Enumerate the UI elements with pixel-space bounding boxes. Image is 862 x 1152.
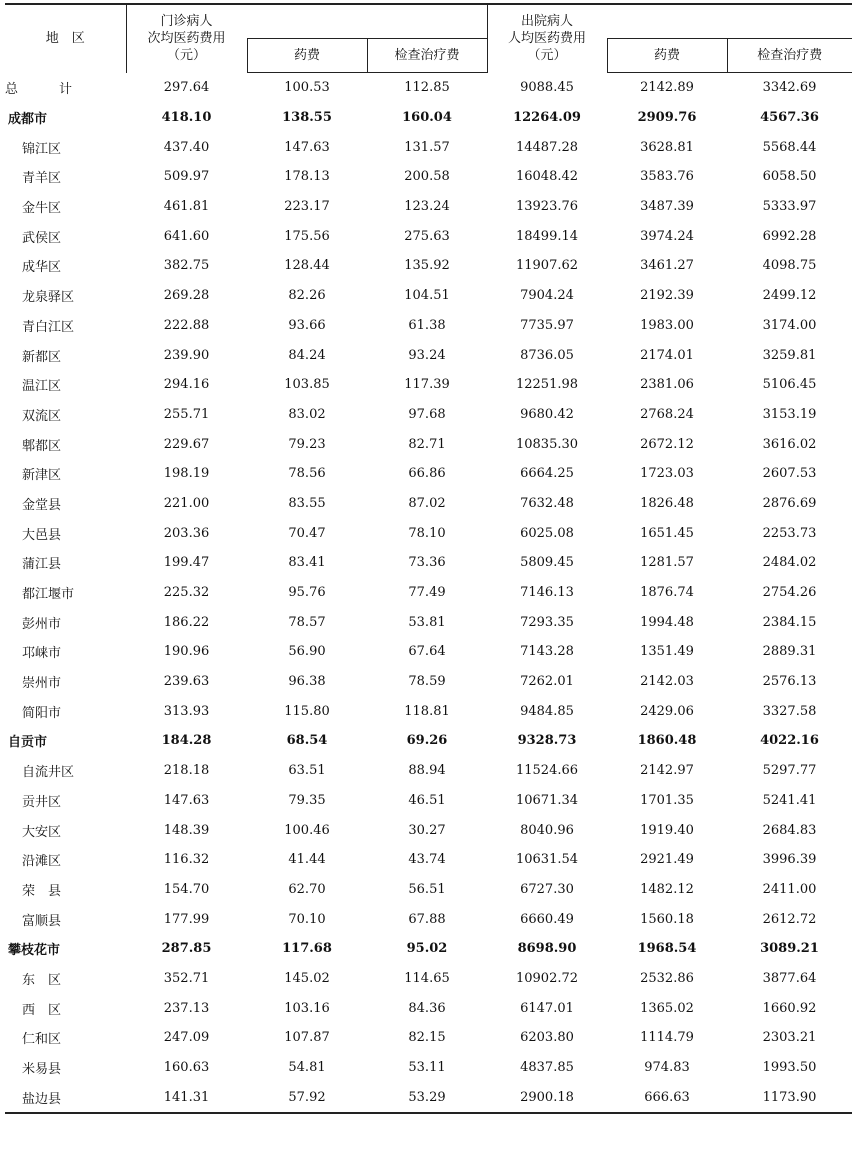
region-name: 彭州市 bbox=[22, 616, 62, 632]
inpatient-exam-cell: 2754.26 bbox=[762, 585, 817, 601]
region-name: 崇州市 bbox=[22, 676, 62, 692]
region-name: 成华区 bbox=[22, 260, 62, 276]
region-name: 温江区 bbox=[22, 379, 62, 395]
inpatient-drug-cell: 974.83 bbox=[644, 1060, 690, 1076]
outpatient-exam-cell: 82.15 bbox=[408, 1030, 446, 1046]
table-row bbox=[5, 162, 852, 192]
outpatient-cost-cell: 297.64 bbox=[163, 80, 210, 96]
inpatient-exam-cell: 2889.31 bbox=[762, 644, 817, 660]
inpatient-exam-cell: 2303.21 bbox=[762, 1030, 817, 1046]
outpatient-drug-cell: 70.47 bbox=[288, 525, 326, 541]
outpatient-cost-cell: 154.70 bbox=[163, 881, 210, 897]
table-row bbox=[5, 281, 852, 311]
outpatient-drug-cell: 100.53 bbox=[284, 80, 330, 96]
table-row bbox=[5, 548, 852, 578]
inpatient-drug-cell: 2192.39 bbox=[640, 288, 694, 304]
region-name: 邛崃市 bbox=[22, 646, 62, 662]
outpatient-cost-cell: 641.60 bbox=[163, 228, 210, 244]
inpatient-drug-cell: 1701.35 bbox=[640, 792, 694, 808]
table-row bbox=[5, 964, 852, 994]
header-outpatient bbox=[126, 4, 247, 73]
inpatient-exam-cell: 2684.83 bbox=[762, 822, 817, 838]
region-name: 自贡市 bbox=[8, 735, 48, 751]
outpatient-exam-cell: 97.68 bbox=[408, 406, 446, 422]
inpatient-exam-cell: 5106.45 bbox=[762, 377, 817, 393]
region-name: 大安区 bbox=[22, 824, 62, 840]
inpatient-cost-cell: 2900.18 bbox=[487, 1082, 607, 1113]
inpatient-drug-cell: 666.63 bbox=[607, 1082, 727, 1113]
table-row bbox=[5, 756, 852, 786]
inpatient-cost-cell: 18499.14 bbox=[515, 228, 579, 244]
inpatient-drug-cell: 3583.76 bbox=[640, 169, 694, 185]
outpatient-exam-cell: 82.71 bbox=[408, 436, 446, 452]
outpatient-exam-cell: 135.92 bbox=[404, 258, 450, 274]
header-inpatient-line1: 出院病人 bbox=[520, 14, 573, 30]
table-body bbox=[5, 73, 852, 1114]
region-name: 蒲江县 bbox=[22, 557, 62, 573]
inpatient-exam-cell: 3616.02 bbox=[762, 436, 817, 452]
outpatient-exam-cell: 87.02 bbox=[408, 495, 446, 511]
outpatient-drug-cell: 78.56 bbox=[288, 466, 326, 482]
inpatient-exam-cell: 5297.77 bbox=[762, 763, 817, 779]
inpatient-cost-cell: 7904.24 bbox=[520, 288, 574, 304]
outpatient-cost-cell: 509.97 bbox=[163, 169, 210, 185]
inpatient-exam-cell: 6992.28 bbox=[762, 228, 817, 244]
header-drug: 药费 bbox=[247, 39, 367, 73]
inpatient-drug-cell: 1482.12 bbox=[640, 881, 694, 897]
inpatient-exam-cell: 2607.53 bbox=[762, 466, 817, 482]
table-row bbox=[5, 103, 852, 133]
outpatient-exam-cell: 200.58 bbox=[404, 169, 450, 185]
outpatient-exam-cell: 114.65 bbox=[404, 970, 450, 986]
inpatient-drug-cell: 2174.01 bbox=[640, 347, 694, 363]
outpatient-cost-cell: 160.63 bbox=[163, 1060, 210, 1076]
outpatient-exam-cell: 43.74 bbox=[408, 852, 446, 868]
inpatient-drug-cell: 2142.03 bbox=[640, 674, 694, 690]
inpatient-exam-cell: 3327.58 bbox=[762, 703, 817, 719]
region-name: 青羊区 bbox=[22, 171, 62, 187]
inpatient-cost-cell: 7262.01 bbox=[520, 674, 574, 690]
inpatient-drug-cell: 1968.54 bbox=[637, 941, 697, 957]
region-name: 盐边县 bbox=[5, 1082, 126, 1113]
inpatient-exam-cell: 3877.64 bbox=[762, 970, 817, 986]
outpatient-drug-cell: 96.38 bbox=[288, 674, 326, 690]
region-name: 富顺县 bbox=[22, 913, 62, 929]
inpatient-drug-cell: 1983.00 bbox=[640, 317, 694, 333]
outpatient-exam-cell: 73.36 bbox=[408, 555, 446, 571]
region-name: 贡井区 bbox=[22, 794, 62, 810]
region-name: 青白江区 bbox=[22, 319, 75, 335]
inpatient-exam-cell: 3089.21 bbox=[760, 941, 819, 957]
outpatient-drug-cell: 78.57 bbox=[288, 614, 326, 630]
outpatient-drug-cell: 147.63 bbox=[284, 139, 330, 155]
inpatient-cost-cell: 7735.97 bbox=[520, 317, 574, 333]
region-name: 龙泉驿区 bbox=[22, 290, 75, 306]
inpatient-drug-cell: 2768.24 bbox=[640, 406, 694, 422]
outpatient-exam-cell: 160.04 bbox=[402, 110, 452, 126]
inpatient-exam-cell: 6058.50 bbox=[762, 169, 817, 185]
inpatient-cost-cell: 16048.42 bbox=[515, 169, 579, 185]
table-row bbox=[5, 192, 852, 222]
outpatient-drug-cell: 95.76 bbox=[288, 585, 326, 601]
outpatient-exam-cell: 53.81 bbox=[408, 614, 446, 630]
outpatient-cost-cell: 382.75 bbox=[163, 258, 210, 274]
outpatient-drug-cell: 223.17 bbox=[284, 199, 330, 215]
region-name: 金牛区 bbox=[22, 201, 62, 217]
region-name: 西 区 bbox=[22, 1002, 62, 1018]
inpatient-drug-cell: 1826.48 bbox=[640, 495, 694, 511]
table-row bbox=[5, 400, 852, 430]
table-row bbox=[5, 132, 852, 162]
inpatient-exam-cell: 4098.75 bbox=[762, 258, 817, 274]
header-inpatient bbox=[487, 4, 607, 73]
inpatient-drug-cell: 1365.02 bbox=[640, 1000, 694, 1016]
outpatient-drug-cell: 62.70 bbox=[288, 881, 326, 897]
inpatient-cost-cell: 7632.48 bbox=[520, 495, 574, 511]
table-row bbox=[5, 1023, 852, 1053]
outpatient-drug-cell: 178.13 bbox=[284, 169, 330, 185]
outpatient-cost-cell: 218.18 bbox=[163, 763, 210, 779]
outpatient-exam-cell: 53.11 bbox=[408, 1060, 446, 1076]
outpatient-drug-cell: 103.85 bbox=[284, 377, 330, 393]
inpatient-exam-cell: 5568.44 bbox=[762, 139, 817, 155]
inpatient-drug-cell: 2381.06 bbox=[640, 377, 694, 393]
inpatient-cost-cell: 13923.76 bbox=[515, 199, 579, 215]
outpatient-exam-cell: 77.49 bbox=[408, 585, 446, 601]
inpatient-exam-cell: 1173.90 bbox=[727, 1082, 852, 1113]
table-row bbox=[5, 1053, 852, 1083]
header-exam-inpatient: 检查治疗费 bbox=[727, 39, 852, 73]
outpatient-cost-cell: 141.31 bbox=[126, 1082, 247, 1113]
outpatient-cost-cell: 239.63 bbox=[163, 674, 210, 690]
outpatient-cost-cell: 221.00 bbox=[163, 495, 210, 511]
header-outpatient-spacer bbox=[247, 4, 487, 39]
table-row bbox=[5, 815, 852, 845]
outpatient-drug-cell: 82.26 bbox=[288, 288, 326, 304]
inpatient-drug-cell: 3628.81 bbox=[640, 139, 694, 155]
table-row bbox=[5, 489, 852, 519]
header-drug-inpatient: 药费 bbox=[607, 39, 727, 73]
outpatient-exam-cell: 131.57 bbox=[404, 139, 450, 155]
inpatient-cost-cell: 6727.30 bbox=[520, 881, 574, 897]
header-inpatient-line3: （元） bbox=[527, 48, 567, 64]
outpatient-drug-cell: 83.55 bbox=[288, 495, 326, 511]
inpatient-cost-cell: 8698.90 bbox=[517, 941, 577, 957]
table-row bbox=[5, 1082, 852, 1113]
outpatient-drug-cell: 145.02 bbox=[284, 970, 330, 986]
outpatient-exam-cell: 46.51 bbox=[408, 792, 446, 808]
inpatient-cost-cell: 9328.73 bbox=[517, 733, 577, 749]
inpatient-exam-cell: 3996.39 bbox=[762, 852, 817, 868]
outpatient-drug-cell: 100.46 bbox=[284, 822, 330, 838]
inpatient-drug-cell: 1281.57 bbox=[640, 555, 694, 571]
outpatient-cost-cell: 186.22 bbox=[163, 614, 210, 630]
outpatient-cost-cell: 116.32 bbox=[163, 852, 210, 868]
inpatient-cost-cell: 9484.85 bbox=[520, 703, 574, 719]
region-name: 东 区 bbox=[22, 972, 62, 988]
outpatient-exam-cell: 275.63 bbox=[404, 228, 450, 244]
table-row bbox=[5, 429, 852, 459]
outpatient-exam-cell: 118.81 bbox=[404, 703, 450, 719]
table-row bbox=[5, 73, 852, 103]
outpatient-exam-cell: 93.24 bbox=[408, 347, 446, 363]
inpatient-exam-cell: 3342.69 bbox=[762, 80, 817, 96]
outpatient-cost-cell: 225.32 bbox=[163, 585, 210, 601]
outpatient-exam-cell: 78.59 bbox=[408, 674, 446, 690]
table-row bbox=[5, 518, 852, 548]
outpatient-drug-cell: 83.41 bbox=[288, 555, 326, 571]
inpatient-cost-cell: 6025.08 bbox=[520, 525, 574, 541]
inpatient-drug-cell: 1860.48 bbox=[637, 733, 697, 749]
table-row bbox=[5, 993, 852, 1023]
inpatient-drug-cell: 2142.97 bbox=[640, 763, 694, 779]
outpatient-drug-cell: 107.87 bbox=[284, 1030, 330, 1046]
outpatient-exam-cell: 95.02 bbox=[406, 941, 448, 957]
table-row bbox=[5, 696, 852, 726]
outpatient-exam-cell: 88.94 bbox=[408, 763, 446, 779]
table-row bbox=[5, 726, 852, 756]
inpatient-cost-cell: 7146.13 bbox=[520, 585, 574, 601]
table-row bbox=[5, 459, 852, 489]
outpatient-cost-cell: 247.09 bbox=[163, 1030, 210, 1046]
outpatient-drug-cell: 103.16 bbox=[284, 1000, 330, 1016]
outpatient-drug-cell: 83.02 bbox=[288, 406, 326, 422]
inpatient-exam-cell: 5333.97 bbox=[762, 199, 817, 215]
inpatient-cost-cell: 10631.54 bbox=[515, 852, 579, 868]
region-name: 金堂县 bbox=[22, 497, 62, 513]
header-outpatient-line1: 门诊病人 bbox=[160, 14, 213, 30]
outpatient-exam-cell: 69.26 bbox=[406, 733, 448, 749]
region-name: 米易县 bbox=[22, 1062, 62, 1078]
header-inpatient-spacer bbox=[607, 4, 852, 39]
inpatient-exam-cell: 3259.81 bbox=[762, 347, 817, 363]
inpatient-drug-cell: 1876.74 bbox=[640, 585, 694, 601]
outpatient-cost-cell: 269.28 bbox=[163, 288, 210, 304]
inpatient-cost-cell: 10671.34 bbox=[515, 792, 579, 808]
inpatient-cost-cell: 11907.62 bbox=[515, 258, 579, 274]
inpatient-cost-cell: 14487.28 bbox=[515, 139, 579, 155]
inpatient-cost-cell: 8040.96 bbox=[520, 822, 574, 838]
region-name: 自流井区 bbox=[22, 765, 75, 781]
outpatient-cost-cell: 222.88 bbox=[163, 317, 210, 333]
region-name: 攀枝花市 bbox=[8, 943, 61, 959]
inpatient-exam-cell: 3174.00 bbox=[762, 317, 817, 333]
outpatient-cost-cell: 461.81 bbox=[163, 199, 210, 215]
header-outpatient-line3: （元） bbox=[166, 48, 206, 64]
outpatient-cost-cell: 294.16 bbox=[163, 377, 210, 393]
outpatient-exam-cell: 67.88 bbox=[408, 911, 446, 927]
table-row bbox=[5, 667, 852, 697]
inpatient-drug-cell: 2909.76 bbox=[637, 110, 697, 126]
outpatient-exam-cell: 56.51 bbox=[408, 881, 446, 897]
inpatient-exam-cell: 2576.13 bbox=[762, 674, 817, 690]
region-name: 郫都区 bbox=[22, 438, 62, 454]
table-row bbox=[5, 607, 852, 637]
inpatient-cost-cell: 12251.98 bbox=[515, 377, 579, 393]
region-name: 新都区 bbox=[22, 349, 62, 365]
outpatient-cost-cell: 313.93 bbox=[163, 703, 210, 719]
inpatient-exam-cell: 2484.02 bbox=[762, 555, 817, 571]
table-header bbox=[5, 4, 852, 73]
header-outpatient-line2: 次均医药费用 bbox=[147, 31, 226, 47]
region-name: 新津区 bbox=[22, 468, 62, 484]
inpatient-cost-cell: 4837.85 bbox=[520, 1060, 574, 1076]
inpatient-exam-cell: 4022.16 bbox=[760, 733, 819, 749]
outpatient-exam-cell: 123.24 bbox=[404, 199, 450, 215]
outpatient-exam-cell: 53.29 bbox=[367, 1082, 487, 1113]
outpatient-drug-cell: 54.81 bbox=[288, 1060, 326, 1076]
outpatient-cost-cell: 147.63 bbox=[163, 792, 210, 808]
table-row bbox=[5, 845, 852, 875]
inpatient-exam-cell: 2253.73 bbox=[762, 525, 817, 541]
inpatient-cost-cell: 10835.30 bbox=[515, 436, 579, 452]
inpatient-cost-cell: 6660.49 bbox=[520, 911, 574, 927]
outpatient-drug-cell: 70.10 bbox=[288, 911, 326, 927]
inpatient-drug-cell: 1114.79 bbox=[640, 1030, 694, 1046]
outpatient-exam-cell: 61.38 bbox=[408, 317, 446, 333]
outpatient-exam-cell: 67.64 bbox=[408, 644, 446, 660]
inpatient-cost-cell: 5809.45 bbox=[520, 555, 574, 571]
outpatient-cost-cell: 255.71 bbox=[163, 406, 210, 422]
inpatient-exam-cell: 2499.12 bbox=[762, 288, 817, 304]
inpatient-cost-cell: 8736.05 bbox=[520, 347, 574, 363]
inpatient-drug-cell: 1351.49 bbox=[640, 644, 694, 660]
outpatient-drug-cell: 84.24 bbox=[288, 347, 326, 363]
table-row bbox=[5, 904, 852, 934]
inpatient-drug-cell: 2921.49 bbox=[640, 852, 694, 868]
inpatient-drug-cell: 1723.03 bbox=[640, 466, 694, 482]
region-name: 荣 县 bbox=[22, 883, 62, 899]
outpatient-drug-cell: 115.80 bbox=[284, 703, 330, 719]
outpatient-cost-cell: 177.99 bbox=[163, 911, 210, 927]
inpatient-drug-cell: 3461.27 bbox=[640, 258, 694, 274]
outpatient-drug-cell: 56.90 bbox=[288, 644, 326, 660]
inpatient-drug-cell: 2429.06 bbox=[640, 703, 694, 719]
table-row bbox=[5, 875, 852, 905]
outpatient-drug-cell: 79.23 bbox=[288, 436, 326, 452]
inpatient-exam-cell: 1660.92 bbox=[762, 1000, 817, 1016]
outpatient-exam-cell: 66.86 bbox=[408, 466, 446, 482]
inpatient-cost-cell: 9680.42 bbox=[520, 406, 574, 422]
inpatient-drug-cell: 3974.24 bbox=[640, 228, 694, 244]
outpatient-cost-cell: 184.28 bbox=[161, 733, 212, 749]
inpatient-exam-cell: 1993.50 bbox=[762, 1060, 817, 1076]
outpatient-cost-cell: 352.71 bbox=[163, 970, 210, 986]
outpatient-drug-cell: 63.51 bbox=[288, 763, 326, 779]
outpatient-cost-cell: 418.10 bbox=[161, 110, 212, 126]
inpatient-cost-cell: 6147.01 bbox=[520, 1000, 574, 1016]
inpatient-cost-cell: 6664.25 bbox=[520, 466, 574, 482]
medical-cost-table bbox=[5, 3, 852, 1114]
inpatient-drug-cell: 1994.48 bbox=[640, 614, 694, 630]
region-name: 成都市 bbox=[8, 112, 48, 128]
table-row bbox=[5, 221, 852, 251]
outpatient-cost-cell: 198.19 bbox=[163, 466, 210, 482]
outpatient-drug-cell: 57.92 bbox=[247, 1082, 367, 1113]
inpatient-cost-cell: 10902.72 bbox=[515, 970, 579, 986]
table-row bbox=[5, 637, 852, 667]
inpatient-cost-cell: 12264.09 bbox=[513, 110, 581, 126]
outpatient-cost-cell: 239.90 bbox=[163, 347, 210, 363]
inpatient-cost-cell: 9088.45 bbox=[520, 80, 574, 96]
table-row bbox=[5, 311, 852, 341]
outpatient-exam-cell: 30.27 bbox=[408, 822, 446, 838]
outpatient-exam-cell: 112.85 bbox=[404, 80, 450, 96]
outpatient-cost-cell: 287.85 bbox=[161, 941, 212, 957]
outpatient-cost-cell: 437.40 bbox=[163, 139, 210, 155]
outpatient-drug-cell: 138.55 bbox=[282, 110, 332, 126]
table-row bbox=[5, 934, 852, 964]
inpatient-cost-cell: 7293.35 bbox=[520, 614, 574, 630]
region-name: 沿滩区 bbox=[22, 854, 62, 870]
inpatient-exam-cell: 3153.19 bbox=[762, 406, 817, 422]
region-name: 总 计 bbox=[5, 82, 87, 98]
region-name: 武侯区 bbox=[22, 230, 62, 246]
outpatient-cost-cell: 199.47 bbox=[163, 555, 210, 571]
outpatient-drug-cell: 175.56 bbox=[284, 228, 330, 244]
table-row bbox=[5, 578, 852, 608]
outpatient-drug-cell: 93.66 bbox=[288, 317, 326, 333]
outpatient-exam-cell: 104.51 bbox=[404, 288, 450, 304]
region-name: 双流区 bbox=[22, 408, 62, 424]
header-exam: 检查治疗费 bbox=[367, 39, 487, 73]
header-region: 地 区 bbox=[45, 31, 85, 47]
inpatient-exam-cell: 2876.69 bbox=[762, 495, 817, 511]
outpatient-drug-cell: 128.44 bbox=[284, 258, 330, 274]
inpatient-exam-cell: 4567.36 bbox=[760, 110, 819, 126]
region-name: 大邑县 bbox=[22, 527, 62, 543]
outpatient-cost-cell: 229.67 bbox=[163, 436, 210, 452]
inpatient-cost-cell: 6203.80 bbox=[520, 1030, 574, 1046]
inpatient-drug-cell: 2532.86 bbox=[640, 970, 694, 986]
inpatient-exam-cell: 2612.72 bbox=[762, 911, 817, 927]
region-name: 锦江区 bbox=[22, 141, 62, 157]
outpatient-cost-cell: 148.39 bbox=[163, 822, 210, 838]
outpatient-drug-cell: 68.54 bbox=[286, 733, 328, 749]
inpatient-drug-cell: 1560.18 bbox=[640, 911, 694, 927]
table-row bbox=[5, 370, 852, 400]
outpatient-exam-cell: 78.10 bbox=[408, 525, 446, 541]
table-row bbox=[5, 340, 852, 370]
inpatient-drug-cell: 1651.45 bbox=[640, 525, 694, 541]
inpatient-cost-cell: 7143.28 bbox=[520, 644, 574, 660]
outpatient-drug-cell: 79.35 bbox=[288, 792, 326, 808]
inpatient-exam-cell: 2384.15 bbox=[762, 614, 817, 630]
inpatient-exam-cell: 5241.41 bbox=[762, 792, 817, 808]
inpatient-cost-cell: 11524.66 bbox=[515, 763, 579, 779]
region-name: 仁和区 bbox=[22, 1032, 62, 1048]
inpatient-drug-cell: 1919.40 bbox=[640, 822, 694, 838]
outpatient-cost-cell: 190.96 bbox=[163, 644, 210, 660]
header-inpatient-line2: 人均医药费用 bbox=[507, 31, 586, 47]
region-name: 简阳市 bbox=[22, 705, 62, 721]
region-name: 都江堰市 bbox=[22, 587, 75, 603]
table-row bbox=[5, 251, 852, 281]
inpatient-exam-cell: 2411.00 bbox=[762, 881, 817, 897]
inpatient-drug-cell: 2142.89 bbox=[640, 80, 694, 96]
outpatient-exam-cell: 84.36 bbox=[408, 1000, 446, 1016]
outpatient-cost-cell: 237.13 bbox=[163, 1000, 210, 1016]
inpatient-drug-cell: 2672.12 bbox=[640, 436, 694, 452]
outpatient-drug-cell: 117.68 bbox=[282, 941, 332, 957]
table-row bbox=[5, 786, 852, 816]
outpatient-exam-cell: 117.39 bbox=[404, 377, 450, 393]
outpatient-cost-cell: 203.36 bbox=[163, 525, 210, 541]
inpatient-drug-cell: 3487.39 bbox=[640, 199, 694, 215]
outpatient-drug-cell: 41.44 bbox=[288, 852, 326, 868]
